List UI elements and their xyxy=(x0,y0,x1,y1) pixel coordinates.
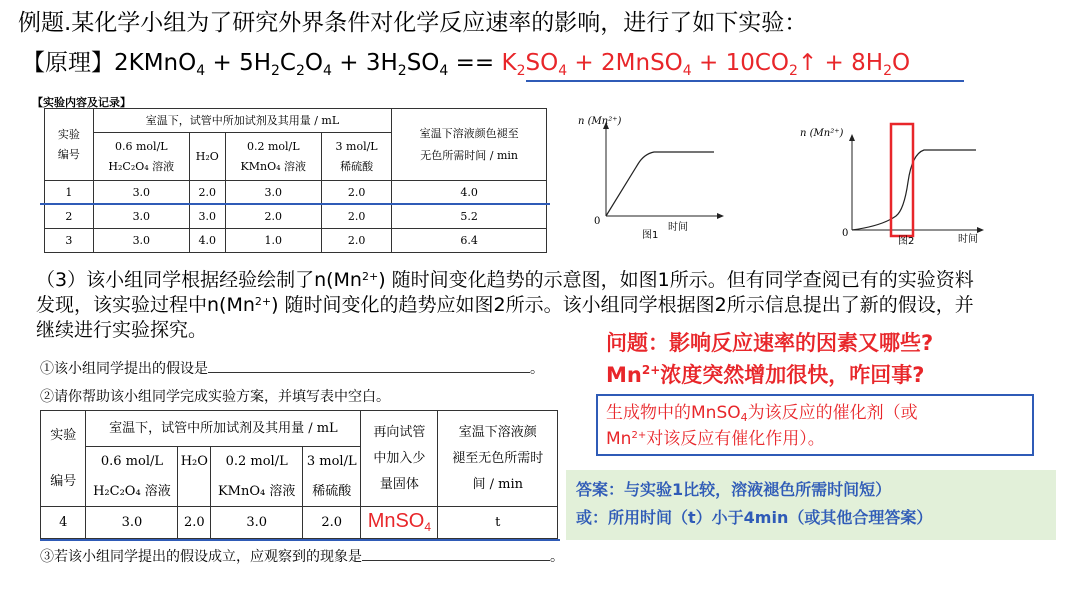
table1-col-h2o: H₂O xyxy=(189,133,225,181)
table2-header-add: 再向试管 中加入少 量固体 xyxy=(361,411,438,507)
subquestion-3: ③若该小组同学提出的假设成立，应观察到的现象是 。 xyxy=(40,549,564,565)
table-row: 2 3.0 3.0 2.0 2.0 5.2 xyxy=(45,205,547,229)
table1-header-no: 实验 编号 xyxy=(45,109,94,181)
red-question-line-1: 问题：影响反应速率的因素又哪些? xyxy=(606,331,934,355)
table1-col-kmno4: 0.2 mol/L KMnO₄ 溶液 xyxy=(225,133,321,181)
row1-highlight-line xyxy=(40,203,550,205)
fig1-origin: 0 xyxy=(594,216,601,227)
fig2-ylabel: n (Mn²⁺) xyxy=(800,128,844,139)
reaction-equation: 【原理】2KMnO$_4$ + $5H_2C_2O_4 + 3H_2SO_4 == K_2SO_4$ + 2MnSO$_4$ + $10CO_2↑ + 8H_2O$ xyxy=(22,50,911,79)
question-paragraph: （3）该小组同学根据经验绘制了$n(Mn^{2+})$ 随时间变化趋势的示意图，如图1所示。但有同学查阅已有的实验资料发现，该实验过程中$n(Mn^{2+})$ 随时间变化的趋势应如图2所示。该小组同学根据图2所示信息提出了新的假设，并继续进行实验探究。 xyxy=(36,269,974,341)
table2-col-h2so4: 3 mol/L 稀硫酸 xyxy=(303,447,361,507)
fig1-xlabel: 时间 xyxy=(668,222,688,233)
problem-title: 例题.某化学小组为了研究外界条件对化学反应速率的影响，进行了如下实验： xyxy=(18,10,808,36)
fig2-origin: 0 xyxy=(842,228,849,239)
fig2-x-arrow xyxy=(977,227,984,233)
experiment-table-2 xyxy=(40,410,558,539)
answer-solid-cell: MnSO$_4$ xyxy=(361,507,438,539)
table2-col-h2o: H₂O xyxy=(178,447,211,507)
answer-box: 答案：与实验1比较，溶液褪色所需时间短） 或：所用时间（t）小于4min（或其他合理答案） xyxy=(566,470,1056,540)
figure-1-graph xyxy=(578,112,728,244)
table2-col-h2c2o4: 0.6 mol/L H₂C₂O₄ 溶液 xyxy=(86,447,178,507)
experiment-table-1 xyxy=(44,108,547,253)
table2-header-time: 室温下溶液颜 褪至无色所需时 间 / min xyxy=(438,411,558,507)
table2-col-kmno4: 0.2 mol/L KMnO₄ 溶液 xyxy=(211,447,303,507)
table-row: 3 3.0 4.0 1.0 2.0 6.4 xyxy=(45,229,547,253)
subquestion-1: ①该小组同学提出的假设是 。 xyxy=(40,361,544,377)
answer-blank-1 xyxy=(208,372,530,373)
hypothesis-answer-box: 生成物中的MnSO$_4$为该反应的催化剂（或 $Mn^{2+}$对该反应有催化作用）。 xyxy=(596,394,1034,456)
table2-header-no: 实验 编号 xyxy=(41,411,86,507)
fig2-highlight-box xyxy=(891,124,913,236)
fig1-ylabel: n (Mn²⁺) xyxy=(578,116,622,127)
table1-col-h2so4: 3 mol/L 稀硫酸 xyxy=(321,133,391,181)
answer-blank-3 xyxy=(362,560,550,561)
principle-label: 【原理】 xyxy=(22,50,114,76)
row4-highlight-line xyxy=(40,539,560,541)
table2-header-group: 室温下，试管中所加试剂及其用量 / mL xyxy=(86,411,361,447)
subquestion-2: ②请你帮助该小组同学完成实验方案，并填写表中空白。 xyxy=(40,389,390,405)
fig2-y-arrow xyxy=(849,134,855,141)
fig1-caption: 图1 xyxy=(642,230,659,241)
products-underline xyxy=(526,80,964,82)
table1-header-time: 室温下溶液颜色褪至 无色所需时间 / min xyxy=(392,109,547,181)
fig1-curve xyxy=(606,152,714,216)
fig2-xlabel: 时间 xyxy=(958,234,978,245)
red-question-line-2: $Mn^{2+}$浓度突然增加很快，咋回事? xyxy=(606,363,925,387)
table1-header-group: 室温下，试管中所加试剂及其用量 / mL xyxy=(93,109,392,133)
fig2-caption: 图2 xyxy=(898,236,915,247)
reaction-products: $K_2SO_4$ + 2MnSO$_4$ + $10CO_2↑ + 8H_2O$ xyxy=(501,50,911,79)
fig1-x-arrow xyxy=(717,213,724,219)
table-row: 4 3.0 2.0 3.0 2.0 MnSO$_4$ t xyxy=(41,507,558,539)
figure-2-graph xyxy=(800,120,990,248)
table1-caption: 【实验内容及记录】 xyxy=(32,96,131,109)
table-row: 1 3.0 2.0 3.0 2.0 4.0 xyxy=(45,181,547,205)
table1-col-h2c2o4: 0.6 mol/L H₂C₂O₄ 溶液 xyxy=(93,133,189,181)
